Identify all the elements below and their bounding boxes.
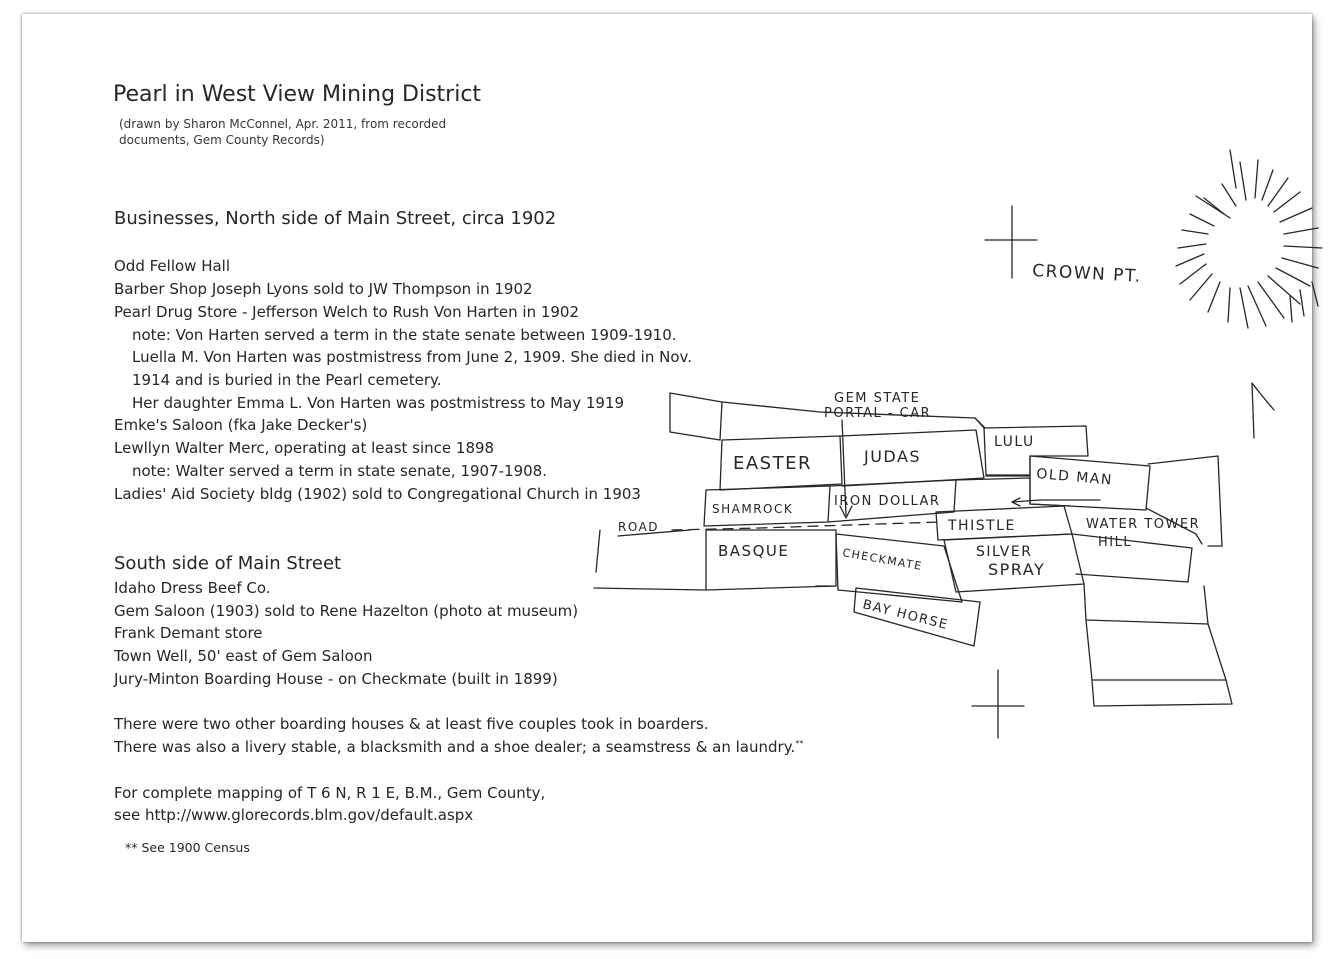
mapping-note-line-1: For complete mapping of T 6 N, R 1 E, B.M., Gem County, [114, 784, 546, 802]
label-bay-horse: BAY HORSE [861, 597, 950, 634]
north-line: Barber Shop Joseph Lyons sold to JW Thompson in 1902 [114, 280, 533, 298]
footnote-mark: ** [795, 739, 804, 748]
south-line: Idaho Dress Beef Co. [114, 579, 271, 597]
north-note-line: Luella M. Von Harten was postmistress from June 2, 1909. She died in Nov. [132, 348, 693, 366]
label-checkmate: CHECKMATE [841, 546, 924, 574]
north-line: Ladies' Aid Society bldg (1902) sold to Congregational Church in 1903 [114, 485, 641, 503]
label-portal-car: PORTAL - CAR [824, 406, 932, 421]
south-line: Jury-Minton Boarding House - on Checkmate (built in 1899) [114, 670, 558, 688]
boarding-note: There were two other boarding houses & at least five couples took in boarders. [114, 715, 709, 733]
north-note-line: note: Von Harten served a term in the state senate between 1909-1910. [132, 326, 677, 344]
north-note-line: note: Walter served a term in state senate, 1907-1908. [132, 462, 547, 480]
label-gem-state: GEM STATE [834, 391, 921, 406]
south-line: Town Well, 50' east of Gem Saloon [114, 647, 373, 665]
north-heading: Businesses, North side of Main Street, circa 1902 [114, 208, 557, 229]
label-basque: BASQUE [718, 542, 790, 560]
label-crown-pt: CROWN PT. [1031, 261, 1143, 287]
parcel-boundary [1148, 456, 1222, 546]
survey-cross-bottom [972, 670, 1024, 738]
parcel-boundary [1086, 620, 1226, 680]
page-title: Pearl in West View Mining District [113, 82, 482, 107]
north-line: Odd Fellow Hall [114, 257, 231, 275]
north-note-line: 1914 and is buried in the Pearl cemetery. [132, 371, 442, 389]
subtitle-line-1: (drawn by Sharon McConnel, Apr. 2011, from recorded [119, 117, 447, 131]
map-labels [618, 261, 1200, 633]
north-line: Lewllyn Walter Merc, operating at least since 1898 [114, 439, 495, 457]
label-thistle: THISTLE [948, 518, 1016, 534]
survey-cross-top [985, 206, 1037, 278]
livery-note-text: There was also a livery stable, a blacksmith and a shoe dealer; a seamstress & an laundry. [114, 738, 796, 756]
label-lulu: LULU [994, 434, 1035, 450]
south-line: Frank Demant store [114, 624, 263, 642]
label-hill: HILL [1098, 535, 1133, 550]
north-arrow [1252, 383, 1274, 438]
label-road: ROAD [618, 520, 660, 534]
parcel-boundary [1076, 574, 1188, 582]
label-water-tower: WATER TOWER [1086, 517, 1201, 532]
parcel-boundary [1092, 680, 1232, 706]
north-note-line: Her daughter Emma L. Von Harten was postmistress to May 1919 [132, 394, 625, 412]
label-spray: SPRAY [988, 560, 1046, 579]
subtitle-line-2: documents, Gem County Records) [119, 133, 325, 147]
road-edge [596, 530, 600, 572]
label-judas: JUDAS [864, 447, 922, 466]
label-easter: EASTER [733, 453, 812, 474]
label-shamrock: SHAMROCK [712, 502, 794, 516]
census-footnote: ** See 1900 Census [125, 840, 250, 855]
parcel-boundary [670, 393, 722, 440]
claim-basque [706, 530, 836, 590]
mapping-note-line-2: see http://www.glorecords.blm.gov/default.aspx [114, 806, 474, 824]
label-silver: SILVER [976, 544, 1033, 560]
crown-point-sunburst [1176, 150, 1322, 328]
parcel-boundary [975, 418, 985, 428]
south-heading: South side of Main Street [114, 553, 342, 574]
parcel-boundary [1084, 584, 1208, 624]
north-line: Pearl Drug Store - Jefferson Welch to Rush Von Harten in 1902 [114, 303, 580, 321]
label-iron-dollar: IRON DOLLAR [834, 494, 941, 509]
north-line: Emke's Saloon (fka Jake Decker's) [114, 416, 368, 434]
south-line: Gem Saloon (1903) sold to Rene Hazelton (photo at museum) [114, 602, 579, 620]
label-old-man: OLD MAN [1035, 466, 1114, 489]
